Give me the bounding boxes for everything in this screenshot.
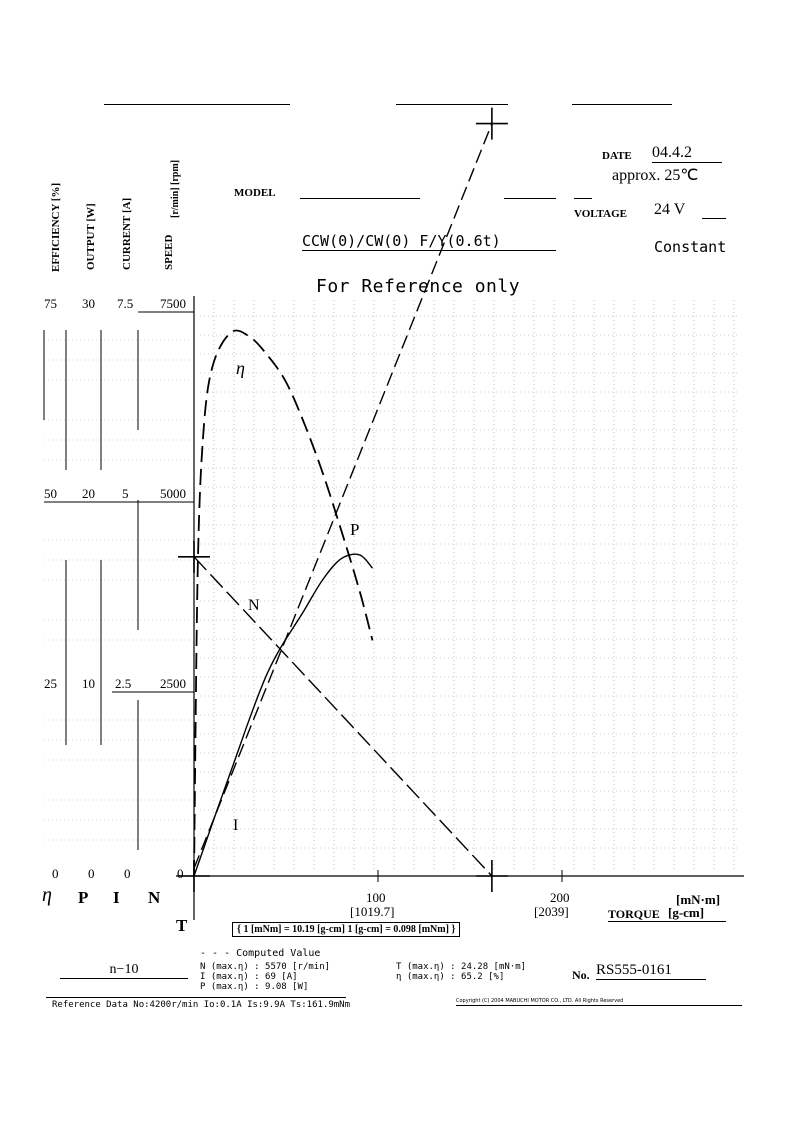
series-line-eta bbox=[194, 330, 372, 876]
series bbox=[178, 108, 508, 892]
document-number-label: No. bbox=[572, 968, 590, 982]
torque-axis-title: TORQUE bbox=[608, 907, 660, 921]
i-symbol: I bbox=[113, 888, 120, 907]
torque-unit-gcm: [g-cm] bbox=[668, 905, 705, 920]
output-tick-10: 10 bbox=[82, 676, 95, 691]
unit-conversion: { 1 [mNm] = 10.19 [g-cm] 1 [g-cm] = 0.098 [mNm] } bbox=[232, 922, 460, 937]
grid bbox=[44, 300, 740, 870]
p-max-label: P (max.η) : bbox=[200, 982, 260, 992]
voltage-value: 24 V bbox=[654, 201, 686, 218]
torque-tick-200-gcm: [2039] bbox=[534, 904, 569, 919]
p-curve-label: P bbox=[350, 520, 360, 539]
t-symbol: T bbox=[176, 916, 188, 935]
current-tick-2-5: 2.5 bbox=[115, 676, 132, 691]
n-curve-label: N bbox=[248, 597, 260, 614]
current-tick-5: 5 bbox=[122, 486, 129, 501]
eta-curve-label: η bbox=[236, 358, 245, 378]
n-max-value: 5570 [r/min] bbox=[265, 962, 331, 972]
current-tick-0: 0 bbox=[124, 866, 131, 881]
torque-unit-mnm: [mN·m] bbox=[676, 892, 721, 907]
torque-tick-200: 200 bbox=[550, 890, 570, 905]
reference-data: Reference Data No:4200r/min Io:0.1A Is:9.9A Ts:161.9mNm bbox=[52, 1000, 351, 1010]
efficiency-tick-0: 0 bbox=[52, 866, 59, 881]
test-condition: CCW(0)/CW(0) F/Y(0.6t) bbox=[302, 232, 556, 251]
eta-max-label: η (max.η) : bbox=[396, 972, 456, 982]
series-line-n bbox=[194, 557, 492, 876]
torque-tick-100-gcm: [1019.7] bbox=[350, 904, 395, 919]
speed-tick-2500: 2500 bbox=[160, 676, 186, 691]
temperature-note: approx. 25℃ bbox=[612, 167, 699, 184]
series-line-i bbox=[194, 124, 492, 869]
output-tick-30: 30 bbox=[82, 296, 95, 311]
n-symbol: N bbox=[148, 888, 161, 907]
efficiency-tick-25: 25 bbox=[44, 676, 57, 691]
i-max-value: 69 [A] bbox=[265, 972, 298, 982]
legend-dash-sample: - - - bbox=[200, 948, 237, 959]
current-tick-7-5: 7.5 bbox=[117, 296, 134, 311]
output-tick-20: 20 bbox=[82, 486, 95, 501]
efficiency-tick-75: 75 bbox=[44, 296, 57, 311]
i-max-label: I (max.η) : bbox=[200, 972, 260, 982]
page-reference: n−10 bbox=[60, 962, 188, 979]
efficiency-tick-50: 50 bbox=[44, 486, 57, 501]
speed-axis-title: SPEED bbox=[163, 234, 175, 270]
n-max-label: N (max.η) : bbox=[200, 962, 260, 972]
speed-tick-5000: 5000 bbox=[160, 486, 186, 501]
speed-unit-title: [r/min] [rpm] bbox=[170, 159, 181, 218]
drive-mode: Constant bbox=[654, 238, 727, 256]
date-label: DATE bbox=[602, 150, 632, 162]
voltage-label: VOLTAGE bbox=[574, 208, 627, 220]
model-label: MODEL bbox=[234, 187, 276, 199]
legend-label: Computed Value bbox=[236, 948, 321, 959]
output-axis-title: OUTPUT [W] bbox=[85, 203, 97, 270]
document-number: RS555-0161 bbox=[596, 962, 706, 980]
speed-tick-0: 0 bbox=[177, 866, 184, 881]
eta-max-value: 65.2 [%] bbox=[461, 972, 505, 982]
speed-tick-7500: 7500 bbox=[160, 296, 186, 311]
efficiency-axis-title: EFFICIENCY [%] bbox=[50, 182, 62, 272]
copyright: Copyright (C) 2004 MABUCHI MOTOR CO., LTD. All Rights Reserved bbox=[456, 998, 624, 1004]
output-tick-0: 0 bbox=[88, 866, 95, 881]
current-axis-title: CURRENT [A] bbox=[121, 197, 133, 270]
t-max-value: 24.28 [mN·m] bbox=[461, 962, 527, 972]
t-max-label: T (max.η) : bbox=[396, 962, 456, 972]
p-max-value: 9.08 [W] bbox=[265, 982, 309, 992]
reference-note: For Reference only bbox=[316, 276, 521, 297]
torque-tick-100: 100 bbox=[366, 890, 386, 905]
eta-symbol: η bbox=[42, 884, 52, 906]
date-value: 04.4.2 bbox=[652, 144, 722, 163]
p-symbol: P bbox=[78, 888, 89, 907]
i-curve-label: I bbox=[233, 817, 239, 834]
